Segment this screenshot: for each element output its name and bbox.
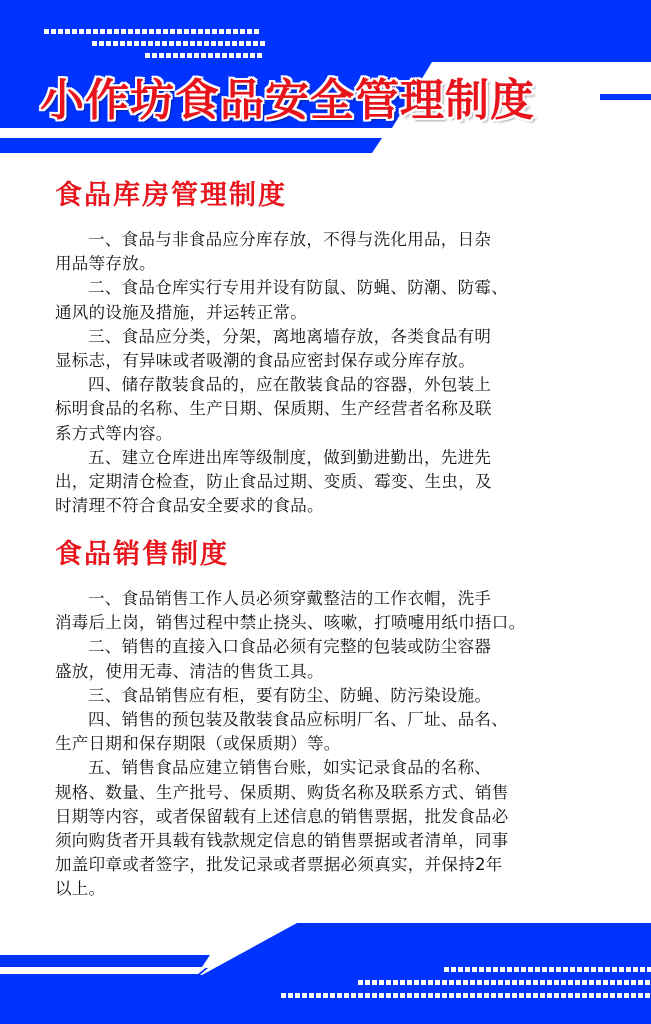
dot — [407, 980, 412, 985]
dot — [379, 993, 384, 998]
dot — [463, 993, 468, 998]
dot — [605, 967, 610, 972]
paragraph-line: 盛放，使用无毒、清洁的售货工具。 — [55, 661, 324, 681]
dot — [640, 967, 645, 972]
paragraph-line: 二、销售的直接入口食品必须有完整的包装或防尘容器 — [88, 637, 492, 657]
dot — [575, 980, 580, 985]
dot — [44, 29, 49, 34]
dot — [540, 980, 545, 985]
dot — [142, 29, 147, 34]
paragraph-line: 出，定期清仓检查，防止食品过期、变质、霉变、生虫，及 — [55, 472, 492, 492]
dot — [106, 41, 111, 46]
dot — [570, 967, 575, 972]
dot — [442, 993, 447, 998]
dot — [159, 53, 164, 58]
dot — [166, 53, 171, 58]
dot — [540, 993, 545, 998]
dot — [121, 29, 126, 34]
dot — [612, 967, 617, 972]
footer-blue-stripe — [0, 955, 210, 967]
dot — [253, 41, 258, 46]
dot — [194, 53, 199, 58]
dot — [610, 993, 615, 998]
dot — [421, 980, 426, 985]
dot — [358, 993, 363, 998]
dot — [198, 29, 203, 34]
dot — [239, 41, 244, 46]
dot — [638, 980, 643, 985]
dot — [479, 967, 484, 972]
dot — [603, 980, 608, 985]
dot — [617, 993, 622, 998]
dot — [218, 41, 223, 46]
dot — [173, 53, 178, 58]
dot — [351, 993, 356, 998]
dot — [393, 993, 398, 998]
dot — [451, 967, 456, 972]
dot — [456, 980, 461, 985]
paragraph-line: 时清理不符合食品安全要求的食品。 — [55, 496, 324, 516]
dot — [477, 980, 482, 985]
dot — [120, 41, 125, 46]
dot — [449, 993, 454, 998]
dot — [561, 993, 566, 998]
dot — [232, 41, 237, 46]
dot — [99, 41, 104, 46]
dot — [442, 980, 447, 985]
dot — [428, 993, 433, 998]
dot — [127, 41, 132, 46]
dot — [470, 980, 475, 985]
dot — [575, 993, 580, 998]
paragraph-line: 加盖印章或者签字，批发记录或者票据必须真实，并保持2年 — [55, 855, 503, 875]
paragraph-line: 标明食品的名称、生产日期、保质期、生产经营者名称及联 — [55, 399, 492, 419]
paragraph-line: 三、食品应分类，分架，离地离墙存放，各类食品有明 — [88, 326, 492, 346]
dot — [344, 993, 349, 998]
dot — [610, 980, 615, 985]
dot — [58, 29, 63, 34]
dot — [498, 993, 503, 998]
paragraph-line: 显标志，有异味或者吸潮的食品应密封保存或分库存放。 — [55, 351, 475, 371]
paragraph-line: 消毒后上岗，销售过程中禁止挠头、咳嗽，打喷嚏用纸巾捂口。 — [55, 613, 526, 633]
dot — [456, 993, 461, 998]
dot — [500, 967, 505, 972]
dot — [386, 993, 391, 998]
paragraph-line: 生产日期和保存期限（或保质期）等。 — [55, 734, 341, 754]
dot — [547, 980, 552, 985]
dot — [563, 967, 568, 972]
dot — [633, 967, 638, 972]
dot — [65, 29, 70, 34]
dot — [493, 967, 498, 972]
dot — [177, 29, 182, 34]
dot — [240, 29, 245, 34]
paragraph-line: 一、食品销售工作人员必须穿戴整洁的工作衣帽，洗手 — [88, 589, 492, 608]
dot — [568, 980, 573, 985]
dot — [484, 993, 489, 998]
dot — [533, 993, 538, 998]
dot — [624, 980, 629, 985]
dot — [358, 980, 363, 985]
dot — [491, 993, 496, 998]
dot — [400, 993, 405, 998]
dot — [631, 980, 636, 985]
dot — [596, 980, 601, 985]
dot — [626, 967, 631, 972]
dot — [162, 41, 167, 46]
header-blue-stripe — [0, 138, 382, 153]
dot — [309, 993, 314, 998]
dot — [176, 41, 181, 46]
dot — [421, 993, 426, 998]
dot — [458, 967, 463, 972]
dot — [449, 980, 454, 985]
dot — [647, 967, 651, 972]
paragraph-line: 四、储存散装食品的，应在散装食品的容器，外包装上 — [88, 375, 492, 395]
dot — [215, 53, 220, 58]
dot — [183, 41, 188, 46]
dot — [149, 29, 154, 34]
paragraph-line: 四、销售的预包装及散装食品应标明厂名、厂址、品名、 — [88, 710, 508, 730]
dot — [236, 53, 241, 58]
dot — [233, 29, 238, 34]
dot — [365, 980, 370, 985]
dot — [337, 993, 342, 998]
dot — [596, 993, 601, 998]
dot — [470, 993, 475, 998]
dot — [519, 993, 524, 998]
dot — [400, 980, 405, 985]
dot — [79, 29, 84, 34]
dot — [93, 29, 98, 34]
dot — [589, 993, 594, 998]
dot — [330, 993, 335, 998]
dot — [533, 980, 538, 985]
dot — [191, 29, 196, 34]
dot — [465, 967, 470, 972]
dot — [514, 967, 519, 972]
dot — [365, 993, 370, 998]
dot — [141, 41, 146, 46]
dot — [535, 967, 540, 972]
dot — [169, 41, 174, 46]
dot — [386, 980, 391, 985]
dot — [219, 29, 224, 34]
dot — [254, 29, 259, 34]
dot — [584, 967, 589, 972]
dot — [617, 980, 622, 985]
dot — [246, 41, 251, 46]
dot — [393, 980, 398, 985]
dot — [484, 980, 489, 985]
dot — [561, 980, 566, 985]
dot — [645, 980, 650, 985]
dot — [528, 967, 533, 972]
paragraph-line: 三、食品销售应有柜，要有防尘、防蝇、防污染设施。 — [88, 685, 492, 705]
dot — [603, 993, 608, 998]
paragraph-line: 五、销售食品应建立销售台账，如实记录食品的名称、 — [88, 758, 492, 778]
dot — [498, 980, 503, 985]
paragraph-line: 日期等内容，或者保留载有上述信息的销售票据，批发食品必 — [55, 806, 509, 826]
dot — [113, 41, 118, 46]
dot — [486, 967, 491, 972]
dot — [51, 29, 56, 34]
dot — [316, 993, 321, 998]
poster-title: 小作坊食品安全管理制度 — [40, 75, 535, 126]
dot — [556, 967, 561, 972]
paragraph-line: 通风的设施及措施，并运转正常。 — [55, 302, 307, 322]
dot — [589, 980, 594, 985]
dot — [444, 967, 449, 972]
dot — [519, 980, 524, 985]
dot — [512, 980, 517, 985]
dot — [547, 993, 552, 998]
dot — [428, 980, 433, 985]
dot — [507, 967, 512, 972]
dot — [645, 993, 650, 998]
paragraph-line: 二、食品仓库实行专用并设有防鼠、防蝇、防潮、防霉、 — [88, 278, 508, 298]
dot — [201, 53, 206, 58]
dot — [145, 53, 150, 58]
dot — [554, 980, 559, 985]
dot — [372, 980, 377, 985]
dot — [477, 993, 482, 998]
dot — [526, 980, 531, 985]
dot — [435, 993, 440, 998]
dot — [243, 53, 248, 58]
dot — [302, 993, 307, 998]
dot — [152, 53, 157, 58]
paragraph-line: 规格、数量、生产批号、保质期、购货名称及联系方式、销售 — [55, 782, 509, 802]
dot — [323, 993, 328, 998]
paragraph-line: 五、建立仓库进出库等级制度，做到勤进勤出，先进先 — [88, 447, 492, 467]
dot — [134, 41, 139, 46]
dot — [521, 967, 526, 972]
dot — [472, 967, 477, 972]
dot — [180, 53, 185, 58]
dot — [624, 993, 629, 998]
dot — [222, 53, 227, 58]
paragraph-line: 系方式等内容。 — [55, 423, 173, 443]
paragraph-line: 用品等存放。 — [55, 254, 156, 274]
dot — [295, 993, 300, 998]
dot — [156, 29, 161, 34]
dot — [135, 29, 140, 34]
dot — [250, 53, 255, 58]
dot — [577, 967, 582, 972]
dot — [288, 993, 293, 998]
dot — [128, 29, 133, 34]
dot — [505, 993, 510, 998]
dot — [542, 967, 547, 972]
dot — [225, 41, 230, 46]
dot — [582, 980, 587, 985]
dot — [184, 29, 189, 34]
dot — [205, 29, 210, 34]
dot — [631, 993, 636, 998]
dot — [414, 993, 419, 998]
dot — [155, 41, 160, 46]
section-sales — [55, 532, 525, 902]
dot — [197, 41, 202, 46]
paragraph-line: 一、食品与非食品应分库存放，不得与洗化用品，日杂 — [88, 230, 492, 249]
dot — [638, 993, 643, 998]
dot — [229, 53, 234, 58]
section-storage — [55, 173, 508, 518]
dot — [190, 41, 195, 46]
dot — [619, 967, 624, 972]
dot — [107, 29, 112, 34]
section-heading: 食品销售制度 — [55, 539, 229, 570]
dot — [568, 993, 573, 998]
dot — [148, 41, 153, 46]
paragraph-line: 须向购货者开具载有钱款规定信息的销售票据或者清单，同事 — [55, 831, 509, 851]
dot — [463, 980, 468, 985]
dot — [281, 993, 286, 998]
dot — [114, 29, 119, 34]
section-heading: 食品库房管理制度 — [55, 180, 287, 211]
dot — [549, 967, 554, 972]
dot — [598, 967, 603, 972]
dot — [435, 980, 440, 985]
dot — [257, 53, 262, 58]
dot — [414, 980, 419, 985]
footer-white-gap — [0, 966, 208, 974]
dot — [72, 29, 77, 34]
dot — [512, 993, 517, 998]
dot — [379, 980, 384, 985]
dot — [372, 993, 377, 998]
dot — [226, 29, 231, 34]
paragraph-line: 以上。 — [55, 879, 106, 899]
dot — [505, 980, 510, 985]
dot — [187, 53, 192, 58]
dot — [212, 29, 217, 34]
dot — [407, 993, 412, 998]
dot — [208, 53, 213, 58]
section-body — [55, 587, 525, 902]
dot — [170, 29, 175, 34]
dot — [247, 29, 252, 34]
dot — [526, 993, 531, 998]
dot — [591, 967, 596, 972]
dot — [491, 980, 496, 985]
dot — [554, 993, 559, 998]
dot — [211, 41, 216, 46]
dot — [260, 41, 265, 46]
dot — [86, 29, 91, 34]
dot — [204, 41, 209, 46]
dot — [100, 29, 105, 34]
section-body — [55, 228, 508, 518]
dot — [92, 41, 97, 46]
dot — [582, 993, 587, 998]
dot — [163, 29, 168, 34]
